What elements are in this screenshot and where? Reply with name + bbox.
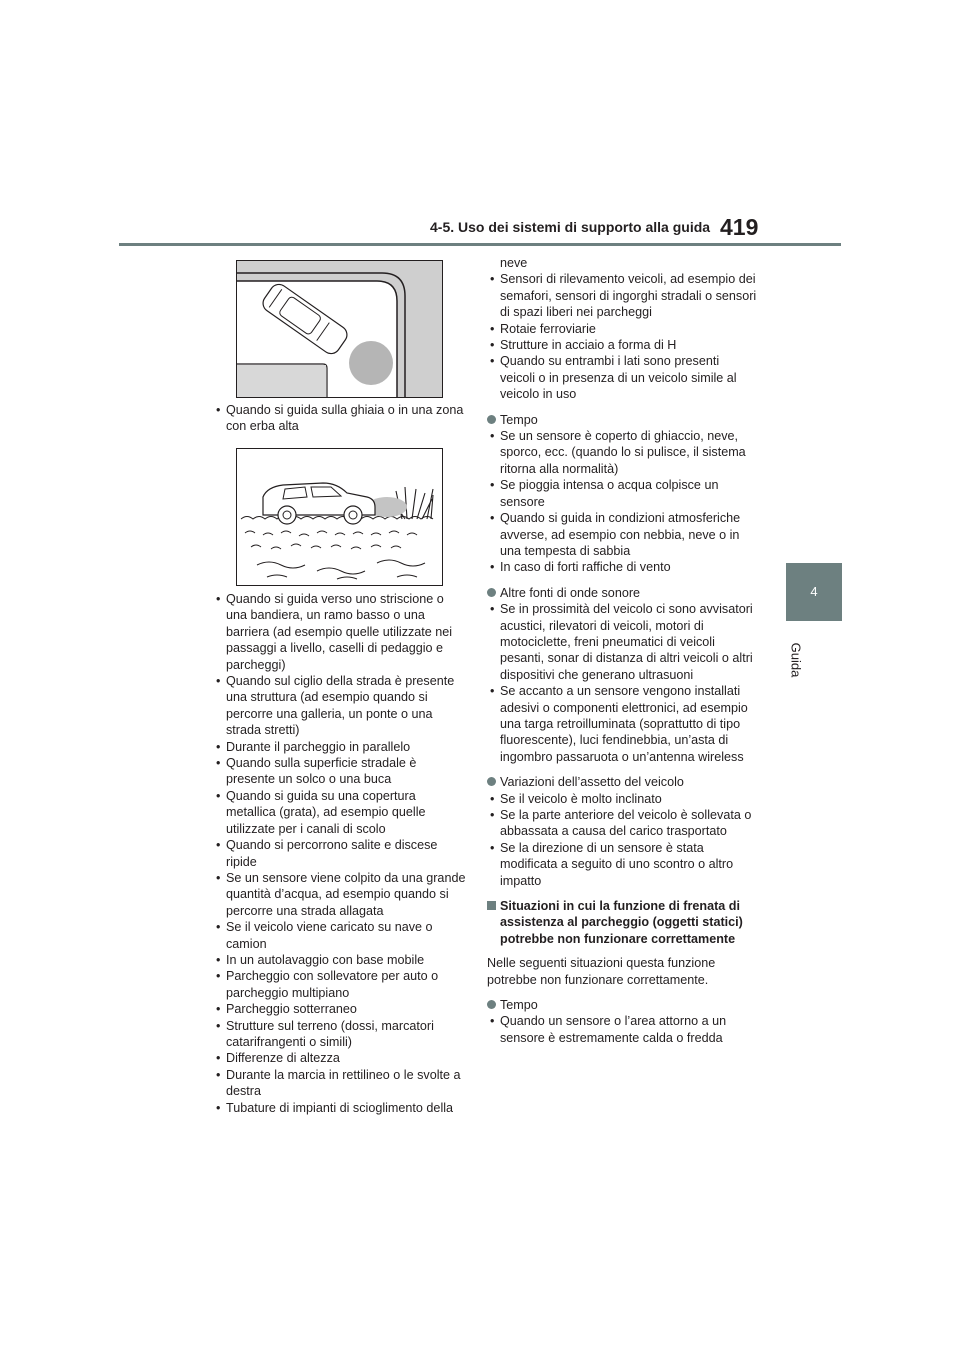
list-item: • Parcheggio con sollevatore per auto o parcheggio multipiano	[213, 968, 468, 1001]
list-item: • Quando si percorrono salite e discese ripide	[213, 837, 468, 870]
chapter-tab[interactable]: 4	[786, 563, 842, 621]
tempo-heading-2: Tempo	[487, 997, 757, 1013]
situations-heading: Situazioni in cui la funzione di frenata di assistenza al parcheggio (oggetti statici) potrebbe non funzionare correttamente	[487, 898, 757, 947]
parking-wall-illustration	[236, 260, 443, 398]
list-item: • Strutture sul terreno (dossi, marcatori catarifrangenti o simili)	[213, 1018, 468, 1051]
list-item: • Se la direzione di un sensore è stata modificata a seguito di uno scontro o altro impatto	[487, 840, 757, 889]
gravel-grass-drawing	[237, 449, 442, 585]
chapter-label-text: Guida	[788, 642, 804, 678]
list-item: • Rotaie ferroviarie	[487, 321, 757, 337]
list-item: • Quando si guida verso uno striscione o una bandiera, un ramo basso o una barriera (ad esempio quelle utilizzate nei passaggi a livello, caselli di pedaggio e parcheggi)	[213, 591, 468, 673]
list-item: • Quando sul ciglio della strada è presente una struttura (ad esempio quando si percorre una galleria, un ponte o una strada stretti)	[213, 673, 468, 739]
list-item: • Se la parte anteriore del veicolo è sollevata o abbassata a causa del carico trasportato	[487, 807, 757, 840]
list-item: • Quando sulla superficie stradale è presente un solco o una buca	[213, 755, 468, 788]
parking-wall-drawing	[237, 261, 442, 397]
situations-paragraph: Nelle seguenti situazioni questa funzione potrebbe non funzionare correttamente.	[487, 956, 716, 987]
right-column	[487, 255, 757, 1046]
chapter-label	[781, 630, 811, 690]
header-rule	[119, 243, 841, 246]
list-item: • Tubature di impianti di scioglimento della	[213, 1100, 468, 1116]
gravel-grass-illustration	[236, 448, 443, 586]
vehicle-posture-heading: Variazioni dell’assetto del veicolo	[487, 774, 757, 790]
list-item: • Se pioggia intensa o acqua colpisce un sensore	[487, 477, 757, 510]
list-item: • Se il veicolo è molto inclinato	[487, 791, 757, 807]
list-item: • Sensori di rilevamento veicoli, ad esempio dei semafori, sensori di ingorghi stradali o sensori di spazi liberi nei parcheggi	[487, 271, 757, 320]
list-item: • Se in prossimità del veicolo ci sono avvisatori acustici, rilevatori di veicoli, motori di motociclette, freni pneumatici di veicoli pesanti, sonar di distanza di altri veicoli o altri dispositivi che generano ultrasuoni	[487, 601, 757, 683]
list-item: • Quando un sensore o l’area attorno a un sensore è estremamente calda o fredda	[487, 1013, 757, 1046]
list-item: • Se il veicolo viene caricato su nave o camion	[213, 919, 468, 952]
section-title: 4-5. Uso dei sistemi di supporto alla guida	[430, 219, 711, 235]
list-item: • Durante la marcia in rettilineo o le svolte a destra	[213, 1067, 468, 1100]
list-item: • Quando si guida su una copertura metallica (grata), ad esempio quelle utilizzate per i canali di scolo	[213, 788, 468, 837]
list-item: • Parcheggio sotterraneo	[213, 1001, 468, 1017]
list-item: • Se un sensore è coperto di ghiaccio, neve, sporco, ecc. (quando lo si pulisce, il sistema ritorna alla normalità)	[487, 428, 757, 477]
list-item: • Quando si guida sulla ghiaia o in una zona con erba alta	[213, 402, 468, 435]
list-item: • Se accanto a un sensore vengono installati adesivi o componenti elettronici, ad esempio una targa retroilluminata (soprattutto di tipo fluorescente), luci fendinebbia, un’asta di ingombro passaruota o un’antenna wireless	[487, 683, 757, 765]
list-item: • In un autolavaggio con base mobile	[213, 952, 468, 968]
list-item: • In caso di forti raffiche di vento	[487, 559, 757, 575]
list-item: • Strutture in acciaio a forma di H	[487, 337, 757, 353]
left-column-list	[213, 591, 468, 1116]
list-item-continuation: neve	[500, 256, 528, 270]
tempo-heading: Tempo	[487, 412, 757, 428]
list-item: • Differenze di altezza	[213, 1050, 468, 1066]
sound-sources-heading: Altre fonti di onde sonore	[487, 585, 757, 601]
list-item: • Quando su entrambi i lati sono presenti veicoli o in presenza di un veicolo simile al veicolo in uso	[487, 353, 757, 402]
list-item: • Durante il parcheggio in parallelo	[213, 739, 468, 755]
list-item: • Se un sensore viene colpito da una grande quantità d’acqua, ad esempio quando si percorre una strada allagata	[213, 870, 468, 919]
left-column	[213, 402, 468, 435]
page-number: 419	[720, 214, 759, 240]
list-item: • Quando si guida in condizioni atmosferiche avverse, ad esempio con nebbia, neve o in una tempesta di sabbia	[487, 510, 757, 559]
